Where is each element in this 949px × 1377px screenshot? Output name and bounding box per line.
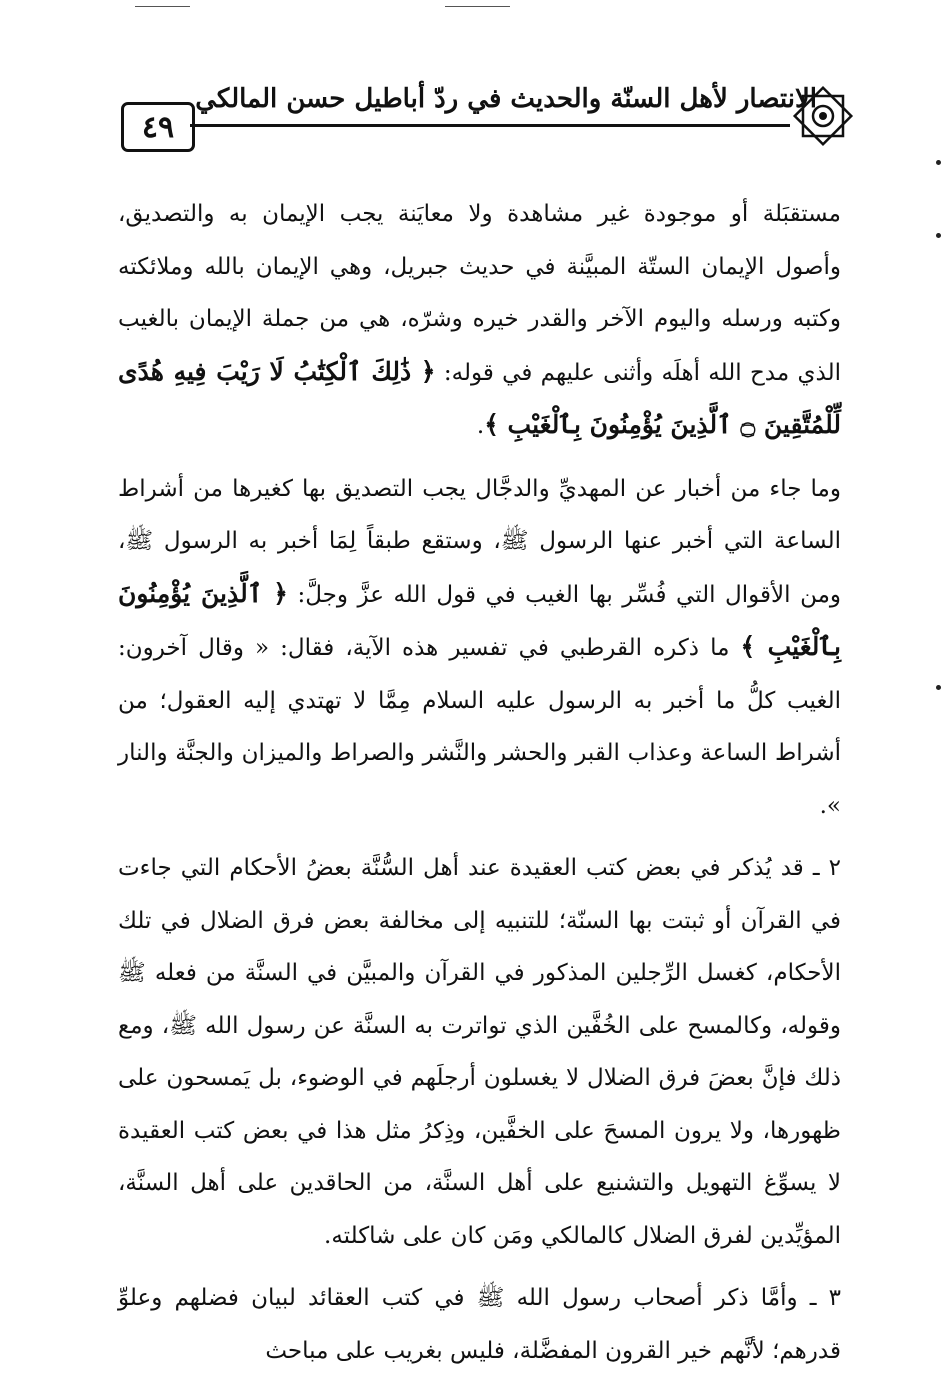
paragraph-point-2: ٢ ـ قد يُذكر في بعض كتب العقيدة عند أهل السُّنَّة بعضُ الأحكام التي جاءت في القرآن أو ثبتت بها السنّة؛ للتنبيه إلى مخالفة بعض فرق الضلال في تلك الأحكام، كغسل الرِّجلين المذكور في القرآن والمبيَّن في السنَّة من فعله ﷺ وقوله، وكالمسح على الخُفَّين الذي تواترت به السنَّة عن رسول الله ﷺ، ومع ذلك فإنَّ بعضَ فرق الضلال لا يغسلون أرجلَهم في الوضوء، بل يَمسحون على ظهورها، ولا يرون المسحَ على الخفَّين، وذِكرُ مثل هذا في بعض كتب العقيدة لا يسوِّغ التهويل والتشنيع على أهل السنَّة، من الحاقدين على أهل السنَّة، المؤيِّدين لفرق الضلال كالمالكي ومَن كان على شاكلته.	[118, 855, 841, 1249]
page-header	[0, 80, 949, 160]
paragraph-text: .	[476, 413, 485, 439]
paragraph-text: مستقبَلة أو موجودة غير مشاهدة ولا معايَنة يجب الإيمان به والتصديق، وأصول الإيمان الستّة المبيَّنة في حديث جبريل، وهي الإيمان بالله وملائكته وكتبه ورسله واليوم الآخر والقدر خيره وشرّه، هي من جملة الإيمان بالغيب الذي مدح الله أهلَه وأثنى عليهم في قوله:	[118, 201, 841, 386]
quran-verse: ﴿ ذَٰلِكَ ٱلْكِتَٰبُ لَا رَيْبَ فِيهِ هُدًى لِّلْمُتَّقِينَ ۝ ٱلَّذِينَ يُؤْمِنُونَ بِٱلْغَيْبِ ﴾	[118, 356, 841, 439]
octagram-ornament-icon	[787, 80, 859, 152]
running-title: الانتصار لأهل السنّة والحديث في ردّ أباطيل حسن المالكي	[195, 84, 817, 114]
header-rule	[190, 124, 790, 127]
scan-speck	[936, 233, 941, 238]
paragraph-text: وما جاء من أخبار عن المهديِّ والدجَّال يجب التصديق بها كغيرها من أشراط الساعة التي أخبر عنها الرسول ﷺ، وستقع طبقاً لِمَا أخبر به الرسول ﷺ، ومن الأقوال التي فُسِّر بها الغيب في قول الله عزَّ وجلَّ:	[118, 475, 841, 608]
page-number: ٤٩	[121, 102, 195, 152]
paragraph-point-3: ٣ ـ وأمَّا ذكر أصحاب رسول الله ﷺ في كتب العقائد لبيان فضلهم وعلوِّ قدرهم؛ لأنَّهم خير القرون المفضَّلة، فليس بغريب على مباحث	[118, 1285, 841, 1364]
scan-speck	[936, 160, 941, 165]
scan-top-line-left	[135, 6, 190, 7]
paragraph-signs-of-hour	[118, 463, 841, 833]
scan-top-line-right	[445, 6, 510, 7]
quran-verse: ﴿ ٱلَّذِينَ يُؤْمِنُونَ بِٱلْغَيْبِ ﴾	[118, 578, 841, 661]
paragraph-text: ما ذكره القرطبي في تفسير هذه الآية، فقال: « وقال آخرون: الغيب كلُّ ما أخبر به الرسول عليه السلام مِمَّا لا تهتدي إليه العقول؛ من أشراط الساعة وعذاب القبر والحشر والنَّشر والصراط والميزان والجنَّة والنار ».	[118, 635, 841, 819]
page-body	[118, 188, 841, 1377]
paragraph-unseen-faith	[118, 188, 841, 453]
scan-speck	[936, 685, 941, 690]
